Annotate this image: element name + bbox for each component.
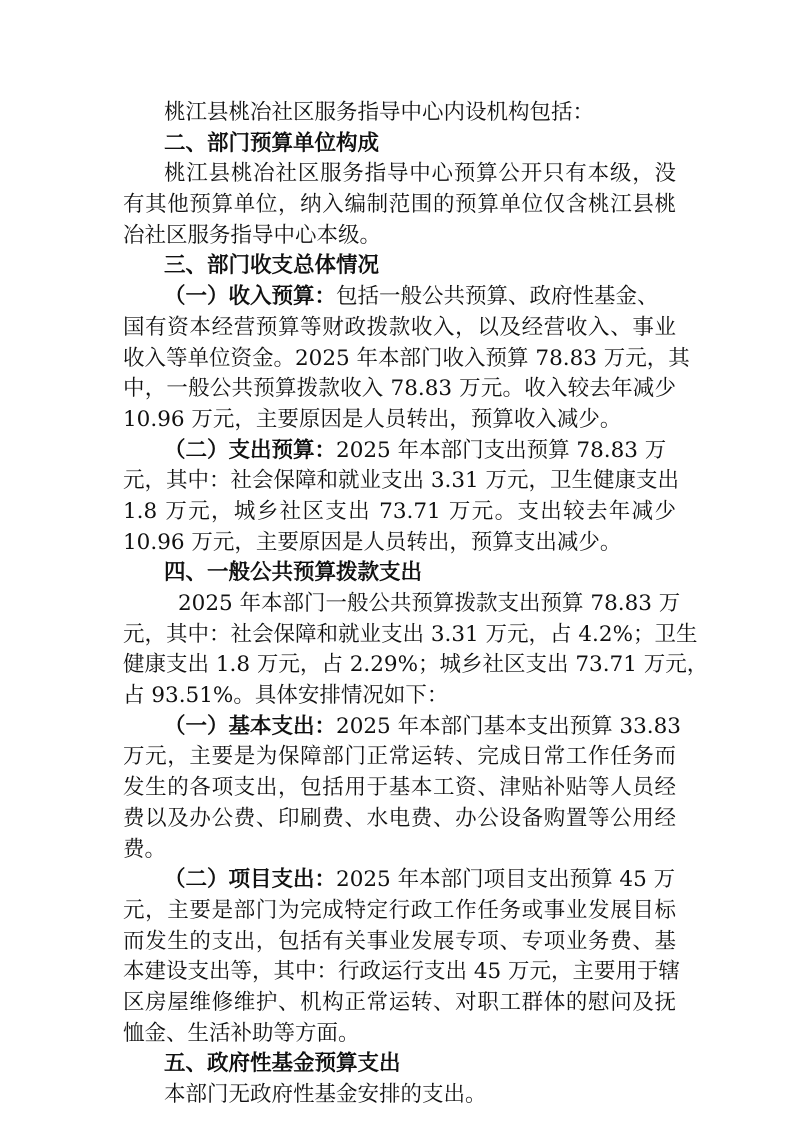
- intro-line: 桃江县桃冶社区服务指导中心内设机构包括：: [164, 100, 595, 125]
- paragraph-line: 元，其中：社会保障和就业支出 3.31 万元，占 4.2%；卫生: [123, 621, 698, 647]
- paragraph-line: 占 93.51%。具体安排情况如下：: [123, 683, 449, 709]
- paragraph-line: 健康支出 1.8 万元，占 2.29%；城乡社区支出 73.71 万元，: [123, 652, 709, 678]
- paragraph-line: 恤金、生活补助等方面。: [123, 1020, 360, 1046]
- paragraph-text: 2025 年本部门支出预算 78.83 万: [336, 437, 667, 463]
- subheading-income-budget: （一）收入预算：: [164, 284, 337, 310]
- section-heading-4: 四、一般公共预算拨款支出: [164, 560, 423, 586]
- paragraph-line: 本建设支出等，其中：行政运行支出 45 万元，主要用于辖: [123, 959, 681, 985]
- paragraph-line: 国有资本经营预算等财政拨款收入，以及经营收入、事业: [123, 314, 676, 340]
- paragraph-text: 2025 年本部门基本支出预算 33.83: [336, 713, 681, 739]
- subsection-line: [164, 865, 676, 895]
- paragraph-line: 冶社区服务指导中心本级。: [123, 222, 382, 248]
- paragraph-line: 10.96 万元，主要原因是人员转出，预算支出减少。: [123, 529, 622, 555]
- paragraph-line: 元，其中：社会保障和就业支出 3.31 万元，卫生健康支出: [123, 468, 680, 494]
- paragraph-line: 而发生的支出，包括有关事业发展专项、专项业务费、基: [123, 928, 676, 954]
- subheading-basic-expenditure: （一）基本支出：: [164, 713, 337, 739]
- paragraph-line: 桃江县桃冶社区服务指导中心预算公开只有本级，没: [164, 161, 676, 187]
- subsection-line: [164, 282, 676, 312]
- paragraph-line: 万元，主要是为保障部门正常运转、完成日常工作任务而: [123, 744, 676, 770]
- section-heading-3: 三、部门收支总体情况: [164, 253, 380, 279]
- subsection-line: [164, 436, 676, 466]
- paragraph-line: 费以及办公费、印刷费、水电费、办公设备购置等公用经: [123, 805, 676, 831]
- paragraph-line: 区房屋维修维护、机构正常运转、对职工群体的慰问及抚: [123, 989, 676, 1015]
- paragraph-line: 发生的各项支出，包括用于基本工资、津贴补贴等人员经: [123, 775, 676, 801]
- paragraph-line: 收入等单位资金。2025 年本部门收入预算 78.83 万元，其: [123, 345, 690, 371]
- paragraph-line: 10.96 万元，主要原因是人员转出，预算收入减少。: [123, 406, 622, 432]
- section-heading-2: 二、部门预算单位构成: [164, 130, 380, 156]
- paragraph-line: 中，一般公共预算拨款收入 78.83 万元。收入较去年减少: [123, 376, 676, 402]
- subheading-expenditure-budget: （二）支出预算：: [164, 437, 337, 463]
- subheading-project-expenditure: （二）项目支出：: [164, 867, 337, 893]
- section-heading-5: 五、政府性基金预算支出: [164, 1051, 401, 1077]
- paragraph-line: 元，主要是部门为完成特定行政工作任务或事业发展目标: [123, 897, 676, 923]
- paragraph-line: 有其他预算单位，纳入编制范围的预算单位仅含桃江县桃: [123, 192, 676, 218]
- paragraph-text: 包括一般公共预算、政府性基金、: [336, 284, 659, 310]
- paragraph-line: 1.8 万元，城乡社区支出 73.71 万元。支出较去年减少: [123, 498, 676, 524]
- paragraph-line: 2025 年本部门一般公共预算拨款支出预算 78.83 万: [178, 591, 681, 616]
- closing-line: 本部门无政府性基金安排的支出。: [164, 1082, 487, 1107]
- paragraph-text: 2025 年本部门项目支出预算 45 万: [336, 867, 676, 893]
- subsection-line: [164, 712, 681, 742]
- paragraph-line: 费。: [123, 836, 167, 862]
